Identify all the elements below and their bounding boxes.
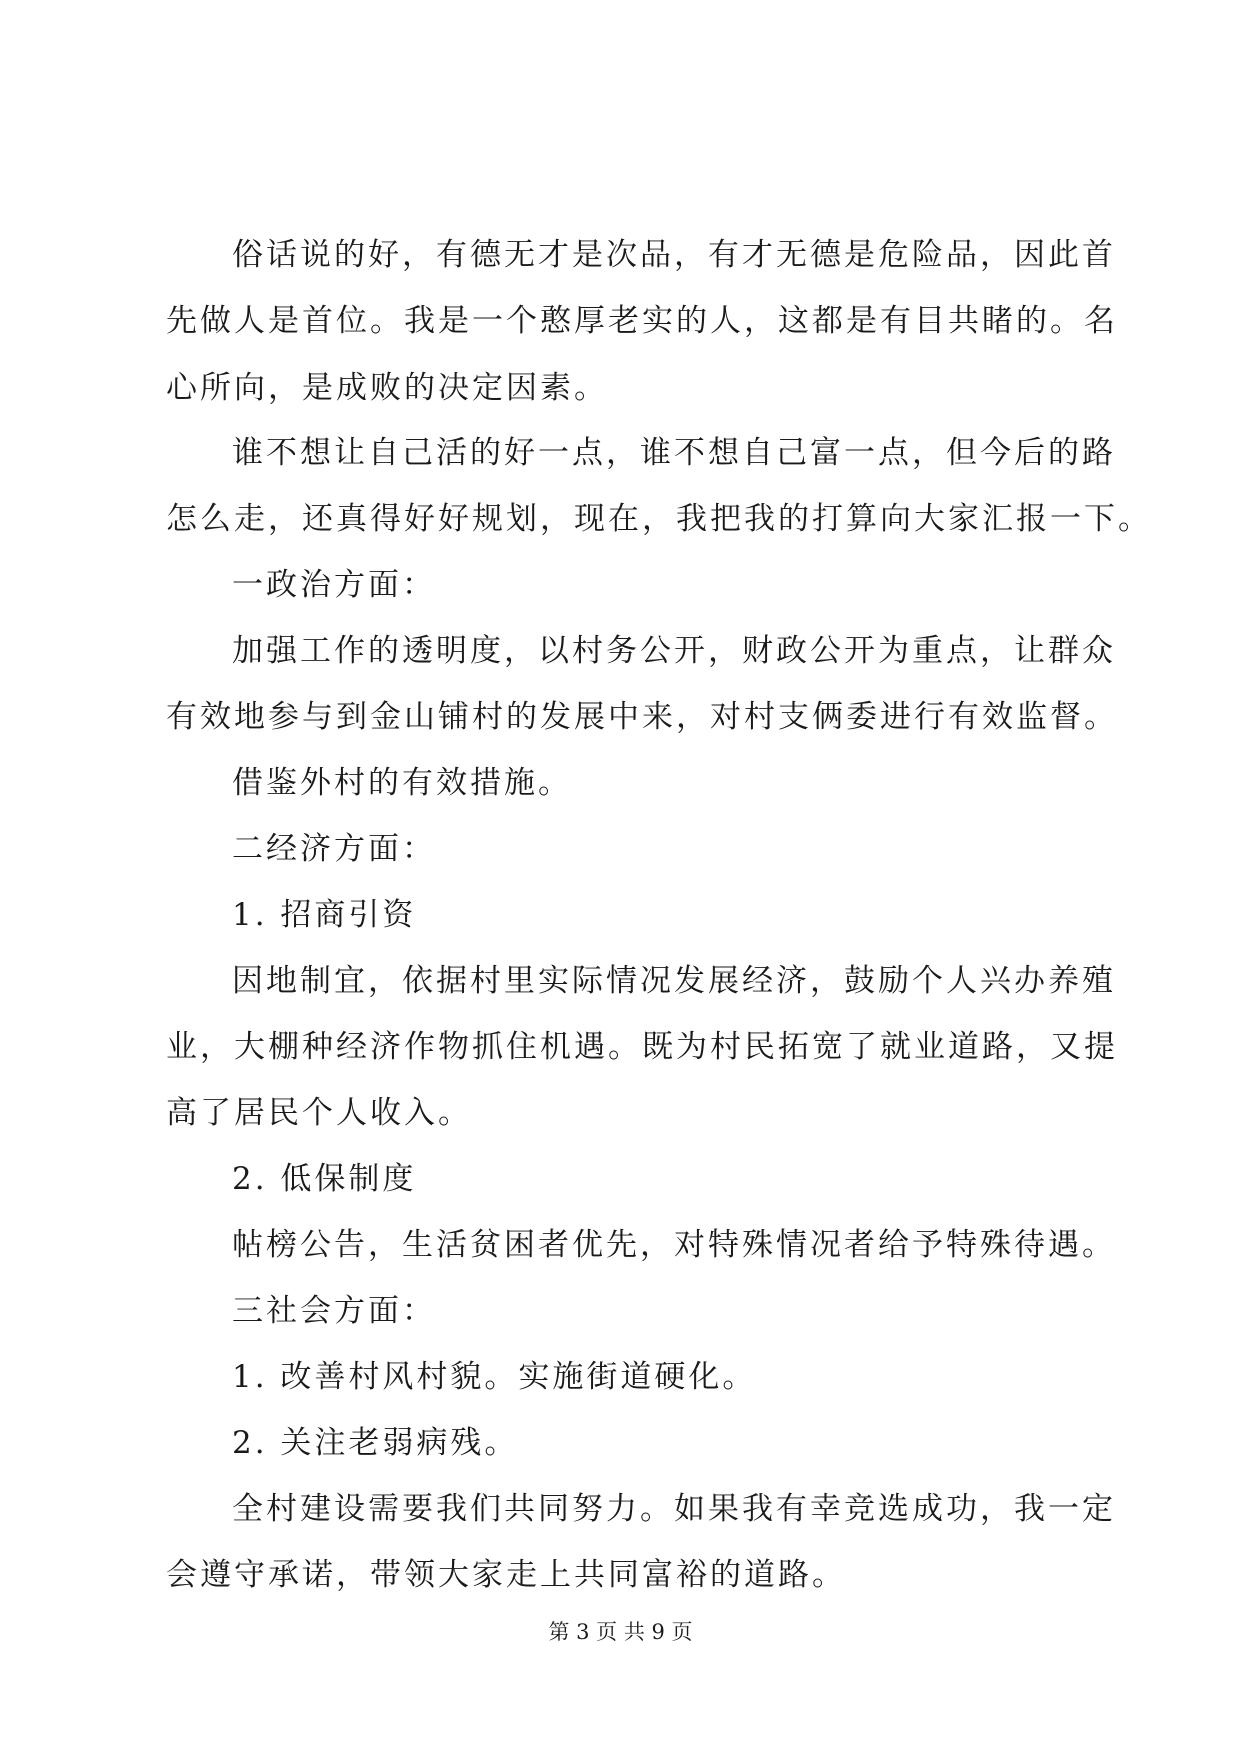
list-item: 1. 改善村风村貌。实施街道硬化。 [232, 1359, 757, 1395]
paragraph-line: 高了居民个人收入。 [166, 1095, 472, 1131]
page-number-footer: 第 3 页 共 9 页 [548, 1620, 693, 1644]
section-heading: 二经济方面： [232, 831, 436, 867]
paragraph-line: 加强工作的透明度，以村务公开，财政公开为重点，让群众 [232, 633, 1116, 669]
paragraph-line: 全村建设需要我们共同努力。如果我有幸竞选成功，我一定 [232, 1491, 1116, 1527]
paragraph-line: 谁不想让自己活的好一点，谁不想自己富一点，但今后的路 [232, 435, 1116, 471]
section-heading: 三社会方面： [232, 1293, 436, 1329]
list-item-heading: 1. 招商引资 [232, 897, 417, 933]
paragraph-line: 怎么走，还真得好好规划，现在，我把我的打算向大家汇报一下。 [166, 501, 1152, 537]
paragraph-line: 俗话说的好，有德无才是次品，有才无德是危险品，因此首 [232, 237, 1116, 273]
paragraph-line: 心所向，是成败的决定因素。 [166, 370, 608, 406]
paragraph-line: 因地制宜，依据村里实际情况发展经济，鼓励个人兴办养殖 [232, 963, 1116, 999]
paragraph-line: 业，大棚种经济作物抓住机遇。既为村民拓宽了就业道路，又提 [166, 1029, 1118, 1065]
paragraph-line: 有效地参与到金山铺村的发展中来，对村支俩委进行有效监督。 [166, 699, 1118, 735]
paragraph-line: 会遵守承诺，带领大家走上共同富裕的道路。 [166, 1557, 846, 1593]
list-item: 2. 关注老弱病残。 [232, 1425, 519, 1461]
list-item-heading: 2. 低保制度 [232, 1161, 417, 1197]
paragraph-line: 借鉴外村的有效措施。 [232, 765, 572, 801]
section-heading: 一政治方面： [232, 567, 436, 603]
paragraph-line: 帖榜公告，生活贫困者优先，对特殊情况者给予特殊待遇。 [232, 1227, 1116, 1263]
paragraph-line: 先做人是首位。我是一个憨厚老实的人，这都是有目共睹的。名 [166, 303, 1118, 339]
